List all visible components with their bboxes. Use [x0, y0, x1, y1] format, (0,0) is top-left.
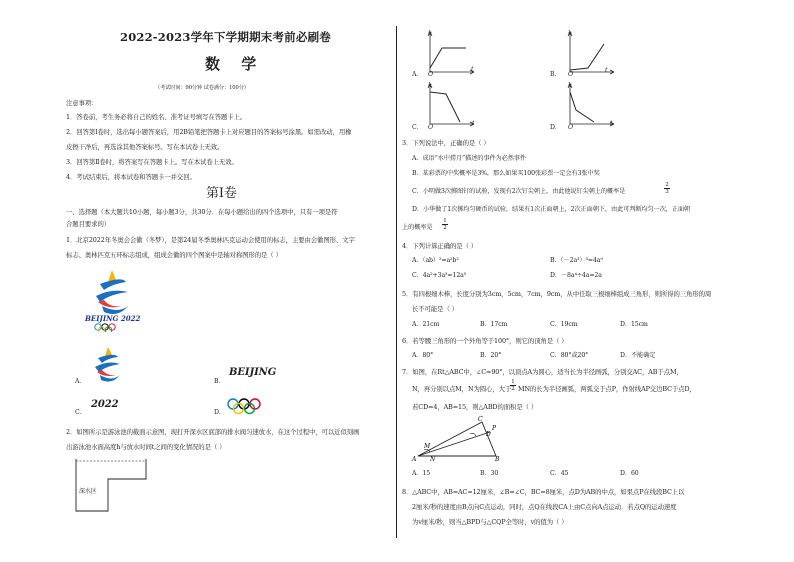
q1-stem: 标志、奥林匹克五环标志组成，组成会徽的四个图案中是轴对称图形的是（ ） [66, 251, 282, 259]
q7-stem: 若CD=4，AB=15，则△ABD的面积是（ ） [412, 403, 538, 411]
notes-heading: 注意事项： [66, 99, 98, 107]
q5-stem: 长不可能是（ ） [412, 305, 458, 313]
q1-option-c[interactable]: C． [75, 409, 86, 416]
fraction-numerator: 1 [511, 379, 515, 385]
q2-option-a[interactable]: A． [412, 71, 423, 78]
pool-cross-section-figure [72, 455, 152, 515]
part1-instruction: 一、选择题（本大题共10小题，每小题3分，共30分．在每小题给出的四个选项中，只有一项是符 [66, 208, 338, 216]
option-c-wordmark: 2022 [91, 399, 119, 410]
q4-option-a[interactable]: A．（ab）²=a²b² [412, 257, 459, 264]
q8-stem: 8．△ABC中，AB=AC=12厘米，∠B=∠C，BC=8厘米，点D为AB的中点，如果点P在线段BC上以 [402, 488, 685, 496]
beijing-2022-emblem [82, 266, 142, 332]
figure-label-c: C [478, 416, 483, 423]
fraction-denominator: 2 [511, 386, 515, 392]
q1-option-d[interactable]: D． [214, 409, 225, 416]
q6-option-d[interactable]: D．不能确定 [620, 352, 656, 359]
q6-stem: 6．若等腰三角形的一个外角等于100°，则它的顶角是（ ） [402, 337, 568, 345]
graph-axis-h: h [428, 30, 432, 37]
q3-option-c[interactable]: C．小明做3次掷图钉的试验，发现有2次钉尖朝上，由此他说钉尖朝上的概率是 [412, 188, 626, 195]
q2-option-d[interactable]: D． [550, 124, 561, 131]
part1-title: 第Ⅰ卷 [206, 186, 237, 201]
q3-option-d-cont: 上的概率是 [402, 224, 433, 231]
figure-label-b: B [495, 456, 500, 462]
q7-fraction [510, 379, 516, 392]
q7-stem: MN的长为半径画弧，两弧交于点P，作射线AP交边BC于点D， [518, 385, 696, 393]
q7-triangle-figure [410, 412, 500, 462]
graph-axis-h: h [568, 30, 572, 37]
graph-origin: O [568, 124, 573, 131]
figure-label-a: A [412, 456, 417, 462]
figure-label-m: M [424, 443, 431, 450]
graph-axis-t: t [610, 120, 613, 127]
figure-label-n: N [430, 456, 436, 462]
q2-option-b[interactable]: B． [550, 71, 561, 78]
emblem-wordmark: BEIJING 2022 [85, 314, 141, 323]
q4-option-c[interactable]: C．4a²+3a³=12a⁵ [412, 272, 467, 279]
q7-option-b[interactable]: B．30 [480, 470, 499, 477]
q6-option-a[interactable]: A．80° [412, 352, 434, 359]
fraction-numerator: 1 [443, 218, 447, 224]
q7-stem: N，再分别以点M，N为圆心，大于 [412, 385, 512, 393]
note-item: 2．回答第Ⅰ卷时，选出每小题答案后，用2B铅笔把答题卡上对应题目的答案标号涂黑。如需改动，用橡 [66, 128, 352, 136]
q5-option-c[interactable]: C．19cm [550, 321, 578, 328]
q5-stem: 5．有四根细木棒，长度分别为3cm，5cm，7cm，9cm，从中任取三根细棒组成三角形，则所得的三角形的周 [402, 290, 712, 298]
q4-stem: 4．下列计算正确的是（ ） [402, 242, 478, 250]
figure-label-d: D [486, 431, 491, 438]
note-item: 3．回答第Ⅱ卷时，将答案写在答题卡上。写在本试卷上无效。 [66, 158, 238, 166]
q5-option-b[interactable]: B．17cm [480, 321, 508, 328]
fraction-numerator: 2 [665, 182, 669, 188]
q2-stem: 2．如图所示是游泳池的截面示意图，现打开深水区底部的排水阀匀速放水，在这个过程中，可以近似刻画 [66, 428, 360, 436]
fraction-denominator: 3 [665, 189, 669, 195]
fraction-denominator: 2 [443, 225, 447, 231]
q7-stem: 7．如图，在Rt△ABC中，∠C=90°，以顶点A为圆心，适当长为半径画弧，分别交AC，AB于点M， [402, 368, 683, 376]
q2-option-c[interactable]: C． [412, 124, 423, 131]
q2-option-b-graph [558, 28, 618, 78]
q7-option-d[interactable]: D．60 [620, 470, 639, 477]
q7-option-c[interactable]: C．45 [550, 470, 569, 477]
page-title: 2022-2023学年下学期期末考前必刷卷 [120, 30, 331, 44]
q3-c-fraction [664, 182, 670, 195]
exam-info: （考试时间：90分钟 试卷满分：100分） [155, 85, 249, 91]
q3-stem: 3．下列说法中，正确的是（ ） [402, 139, 490, 147]
q5-option-a[interactable]: A．21cm [412, 321, 440, 328]
q3-option-b[interactable]: B．某彩票的中奖概率是3%，那么如果买100张彩票一定会有3张中奖 [412, 170, 600, 177]
graph-axis-t: t [472, 120, 475, 127]
option-a-emblem-graphic [88, 345, 128, 385]
q2-option-d-graph [558, 80, 618, 130]
q6-option-b[interactable]: B．20° [480, 352, 502, 359]
q7-option-a[interactable]: A．15 [412, 470, 431, 477]
q8-stem: 为v厘米/秒，则当△BPD与△CQP全等时，v的值为（ ） [412, 518, 568, 526]
q2-stem: 出游泳池水面高度h与放水时间t之间的变化情况的是（ ） [66, 443, 226, 451]
q5-option-d[interactable]: D．15cm [620, 321, 648, 328]
option-b-wordmark: BEIJING [229, 367, 277, 378]
q3-d-fraction [442, 218, 448, 231]
q3-option-a[interactable]: A．成语“水中捞月”描述的事件为必然事件 [412, 155, 526, 162]
q8-stem: 2厘米/秒的速度由B点向C点运动，同时，点Q在线段CA上由C点向A点运动．若点Q的运动速度 [412, 503, 677, 511]
q4-option-d[interactable]: D．－8a⁴÷4a=2a [550, 272, 602, 279]
graph-axis-h: h [568, 82, 572, 89]
graph-origin: O [568, 71, 573, 78]
deep-water-label: 深水区 [79, 488, 97, 495]
note-item: 皮擦干净后，再选涂其他答案标号。写在本试卷上无效。 [66, 143, 224, 151]
q1-stem: 1．北京2022年冬奥会会徽（冬梦），是第24届冬季奥林匹克运动会使用的标志，主要由会徽图形、文字 [66, 236, 355, 244]
part1-instruction: 合题目要求的） [66, 220, 111, 228]
q2-option-c-graph [418, 80, 478, 130]
graph-axis-h: h [428, 82, 432, 89]
graph-origin: O [428, 71, 433, 78]
graph-axis-t: t [605, 67, 608, 74]
q6-option-c[interactable]: C．80°或20° [550, 352, 589, 359]
graph-origin: O [428, 124, 433, 131]
q1-option-b[interactable]: B． [214, 378, 225, 385]
q3-option-d[interactable]: D．小华做了1次掷均匀硬币的试验，结果有1次正面朝上，2次正面朝下，由此可判断均匀一次，正面朝 [412, 206, 691, 213]
olympic-rings-icon [226, 397, 262, 415]
note-item: 1．答卷前，考生务必将自己的姓名、准考证号填写在答题卡上。 [66, 113, 247, 121]
q2-option-a-graph [418, 28, 478, 78]
column-divider [396, 26, 397, 538]
figure-label-p: P [492, 425, 497, 432]
graph-axis-t: t [471, 66, 474, 73]
note-item: 4．考试结束后，将本试卷和答题卡一并交回。 [66, 173, 196, 181]
subject-title: 数 学 [205, 55, 265, 73]
q4-option-b[interactable]: B．（－2a³）³=4a⁹ [550, 257, 603, 264]
q1-option-a[interactable]: A． [75, 378, 86, 385]
